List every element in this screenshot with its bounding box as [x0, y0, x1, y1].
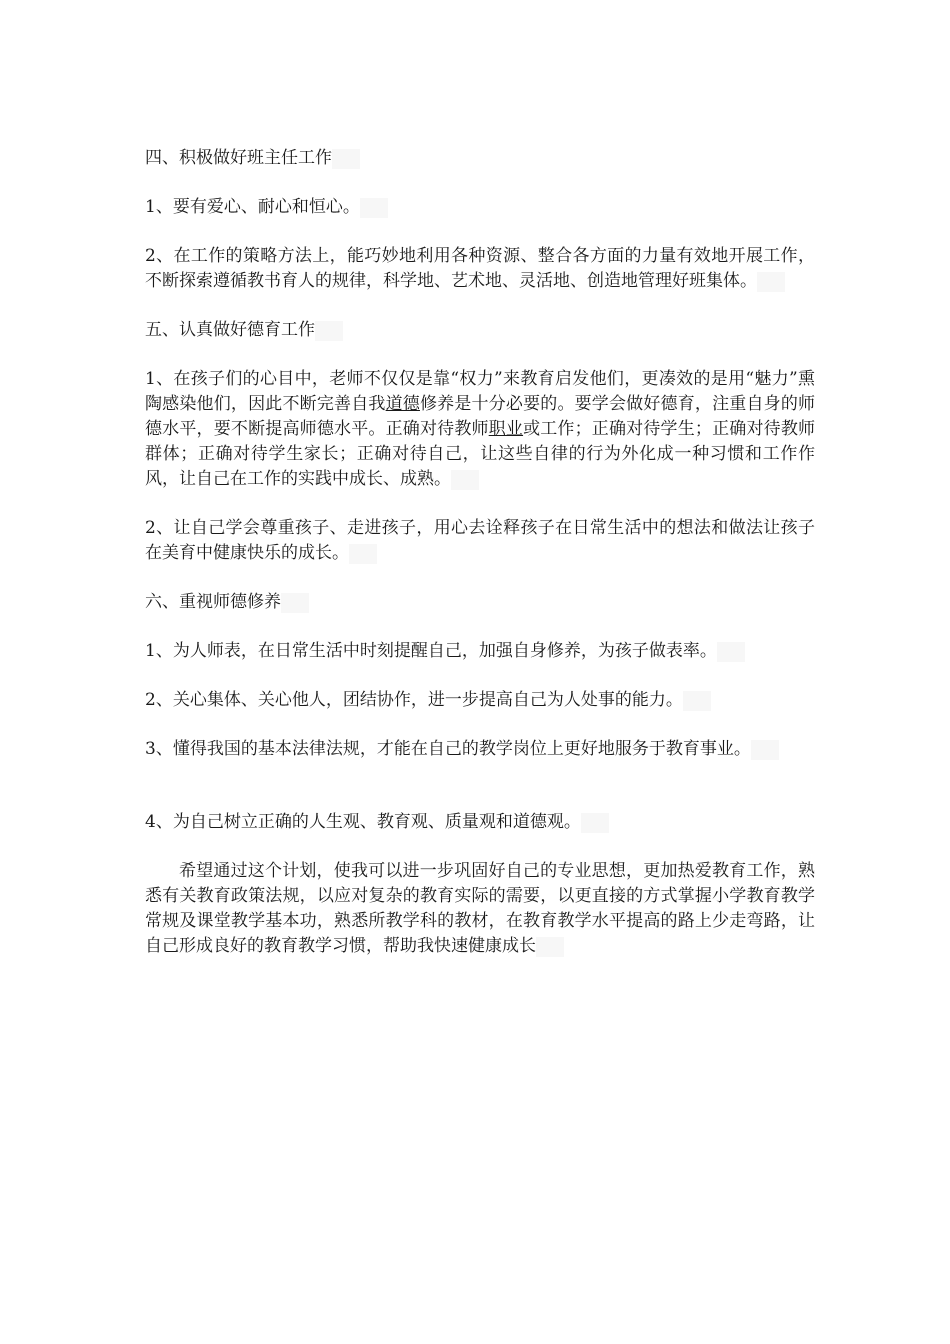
- section-5-item-1: 1、在孩子们的心目中，老师不仅仅是靠“权力”来教育启发他们，更凑效的是用“魅力”熏陶感染他们，因此不断完善自我道德修养是十分必要的。要学会做好德育，注重自身的师德水平，要不断提高师德水平。正确对待教师职业或工作；正确对待学生；正确对待教师群体；正确对待学生家长；正确对待自己，让这些自律的行为外化成一种习惯和工作作风，让自己在工作的实践中成长、成熟。: [145, 369, 816, 489]
- section-6-item-4: 4、为自己树立正确的人生观、教育观、质量观和道德观。: [145, 810, 815, 835]
- section-4-heading: 四、积极做好班主任工作: [145, 146, 815, 171]
- section-6-heading: 六、重视师德修养: [145, 590, 815, 615]
- section-4-item-2: 2、在工作的策略方法上，能巧妙地利用各种资源、整合各方面的力量有效地开展工作，不断探索遵循教书育人的规律，科学地、艺术地、灵活地、创造地管理好班集体。: [145, 246, 815, 291]
- section-5-item-2: 2、让自己学会尊重孩子、走进孩子，用心去诠释孩子在日常生活中的想法和做法让孩子在美育中健康快乐的成长。: [145, 518, 815, 563]
- link-daode[interactable]: 道德: [385, 394, 420, 414]
- closing-paragraph: 希望通过这个计划，使我可以进一步巩固好自己的专业思想，更加热爱教育工作，熟悉有关教育政策法规，以应对复杂的教育实际的需要，以更直接的方式掌握小学教育教学常规及课堂教学基本功，熟悉所教学科的教材，在教育教学水平提高的路上少走弯路，让自己形成良好的教育教学习惯，帮助我快速健康成长: [145, 861, 815, 956]
- document-page: [145, 146, 815, 983]
- section-6-item-1: 1、为人师表，在日常生活中时刻提醒自己，加强自身修养，为孩子做表率。: [145, 639, 815, 664]
- section-5-heading: 五、认真做好德育工作: [145, 318, 815, 343]
- section-6-item-3: 3、懂得我国的基本法律法规，才能在自己的教学岗位上更好地服务于教育事业。: [145, 737, 815, 762]
- section-4-item-1: 1、要有爱心、耐心和恒心。: [145, 195, 815, 220]
- section-6-item-2: 2、关心集体、关心他人，团结协作，进一步提高自己为人处事的能力。: [145, 688, 815, 713]
- link-zhiye[interactable]: 职业: [488, 419, 524, 439]
